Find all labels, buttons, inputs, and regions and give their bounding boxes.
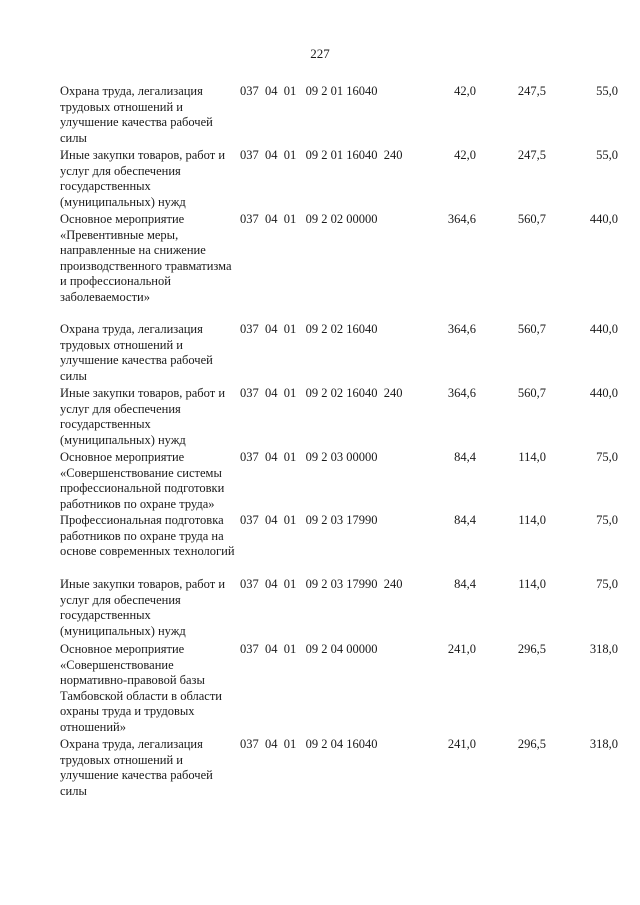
table-row	[0, 737, 640, 801]
row-code: 037 04 01 09 2 04 16040	[240, 737, 378, 751]
row-name: Иные закупки товаров, работ и услуг для обеспечения государственных (муниципальных) нужд	[60, 148, 226, 209]
row-value-2: 560,7	[517, 386, 546, 400]
row-value-3: 318,0	[589, 642, 618, 656]
row-name: Охрана труда, легализация трудовых отношений и улучшение качества рабочей силы	[60, 84, 213, 145]
table-row	[0, 577, 640, 642]
row-value-2: 247,5	[517, 148, 546, 162]
row-value-1: 84,4	[454, 450, 476, 464]
row-value-1: 84,4	[454, 577, 476, 591]
row-name: Профессиональная подготовка работников по охране труда на основе современных технологий	[60, 513, 235, 558]
page-number: 227	[310, 46, 330, 61]
row-code: 037 04 01 09 2 03 17990	[240, 513, 378, 527]
table-row	[0, 322, 640, 386]
row-value-3: 318,0	[589, 737, 618, 751]
table-row	[0, 513, 640, 577]
table-row	[0, 642, 640, 737]
row-value-3: 55,0	[596, 148, 618, 162]
row-value-1: 364,6	[447, 322, 476, 336]
row-value-3: 440,0	[589, 386, 618, 400]
table-row	[0, 148, 640, 212]
row-name: Иные закупки товаров, работ и услуг для обеспечения государственных (муниципальных) нужд	[60, 577, 226, 638]
row-code: 037 04 01 09 2 01 16040	[240, 84, 378, 98]
row-name: Охрана труда, легализация трудовых отношений и улучшение качества рабочей силы	[60, 322, 213, 383]
row-name: Иные закупки товаров, работ и услуг для обеспечения государственных (муниципальных) нужд	[60, 386, 226, 447]
row-value-2: 560,7	[517, 322, 546, 336]
row-value-2: 296,5	[517, 642, 546, 656]
row-value-1: 241,0	[447, 642, 476, 656]
table-row	[0, 386, 640, 450]
row-value-1: 364,6	[447, 386, 476, 400]
row-value-1: 364,6	[447, 212, 476, 226]
row-value-3: 75,0	[596, 450, 618, 464]
table-row	[0, 450, 640, 513]
row-value-2: 560,7	[517, 212, 546, 226]
row-code: 037 04 01 09 2 02 16040	[240, 322, 378, 336]
row-value-1: 42,0	[454, 84, 476, 98]
row-value-2: 296,5	[517, 737, 546, 751]
row-code: 037 04 01 09 2 03 17990 240	[240, 577, 403, 591]
row-value-3: 440,0	[589, 322, 618, 336]
row-value-3: 75,0	[596, 577, 618, 591]
row-name: Основное мероприятие «Совершенствование нормативно-правовой базы Тамбовской области в области охраны труда и трудовых отношений»	[60, 642, 222, 734]
row-value-1: 241,0	[447, 737, 476, 751]
row-value-1: 84,4	[454, 513, 476, 527]
budget-table	[0, 84, 640, 801]
table-row	[0, 84, 640, 148]
row-value-2: 114,0	[518, 513, 546, 527]
row-value-2: 114,0	[518, 450, 546, 464]
table-row	[0, 212, 640, 322]
row-name: Охрана труда, легализация трудовых отношений и улучшение качества рабочей силы	[60, 737, 213, 798]
row-code: 037 04 01 09 2 02 00000	[240, 212, 378, 226]
row-code: 037 04 01 09 2 04 00000	[240, 642, 378, 656]
row-code: 037 04 01 09 2 01 16040 240	[240, 148, 403, 162]
row-value-1: 42,0	[454, 148, 476, 162]
row-code: 037 04 01 09 2 03 00000	[240, 450, 378, 464]
row-name: Основное мероприятие «Превентивные меры, направленные на снижение производственного травматизма и профессиональной заболеваемости»	[60, 212, 232, 304]
row-value-3: 440,0	[589, 212, 618, 226]
row-value-3: 55,0	[596, 84, 618, 98]
row-code: 037 04 01 09 2 02 16040 240	[240, 386, 403, 400]
row-value-2: 114,0	[518, 577, 546, 591]
row-name: Основное мероприятие «Совершенствование системы профессиональной подготовки работников по охране труда»	[60, 450, 225, 511]
row-value-3: 75,0	[596, 513, 618, 527]
row-value-2: 247,5	[517, 84, 546, 98]
